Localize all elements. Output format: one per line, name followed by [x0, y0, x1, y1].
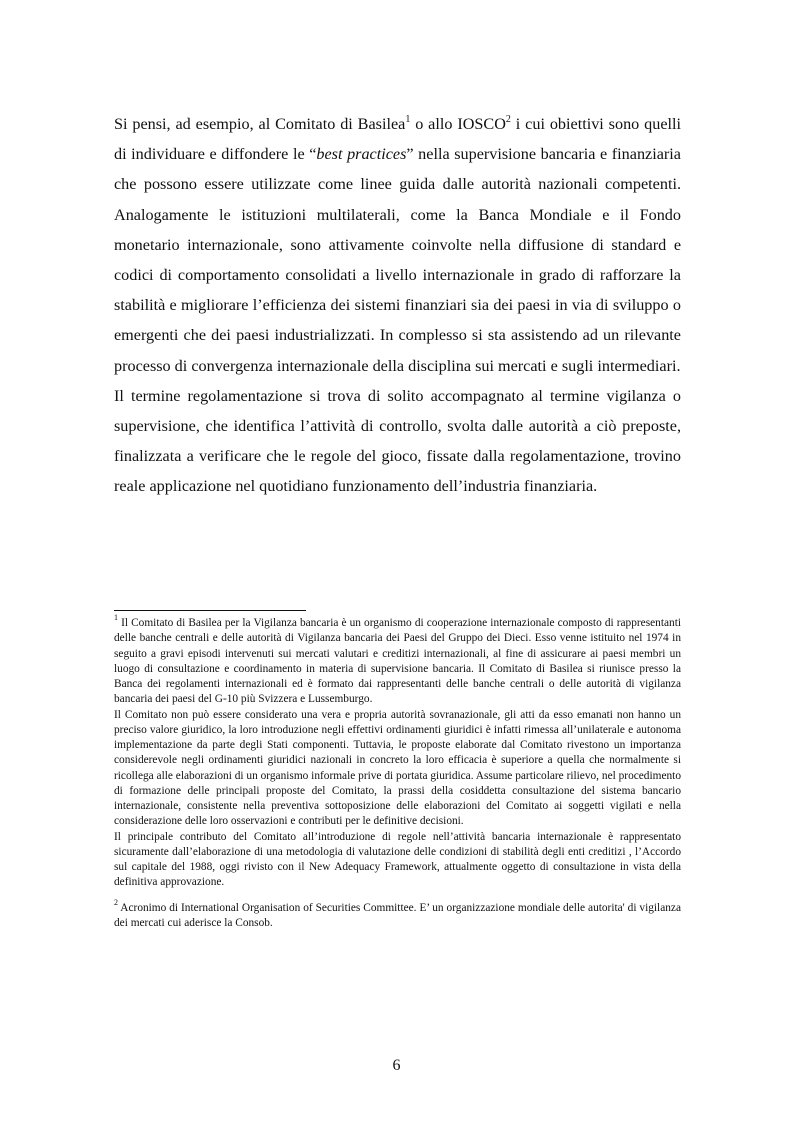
main-text	[114, 109, 681, 502]
italic-term: best practices	[316, 145, 407, 164]
footnote-separator	[114, 610, 306, 611]
paragraph-2: Il termine regolamentazione si trova di solito accompagnato al termine vigilanza o supervisione, che identifica l’attività di controllo, svolta dalle autorità a ciò preposte, finalizzata a verificare che le regole del gioco, fissate dalla regolamentazione, trovino reale applicazione nel quotidiano funzionamento dell’industria finanziaria.	[114, 386, 681, 496]
page-number: 6	[392, 1057, 401, 1074]
footnote-1-para-2: Il Comitato non può essere considerato una vera e propria autorità sovranazionale, gli atti da esso emanati non hanno un preciso valore giuridico, la loro introduzione negli effettivi ordinamenti giuridici è infatti rimessa all’unilaterale e autonoma implementazione da parte degli Stati componenti. Tuttavia, le proposte elaborate dal Comitato rivestono un importanza considerevole negli ordinamenti giuridici nazionali in concreto la loro efficacia è superiore a quella che normalmente si ricollega alle elaborazioni di un organismo informale prive di portata giuridica. Assume particolare rilievo, nel procedimento di formazione delle principali proposte del Comitato, la prassi della cosiddetta consultazione del sistema bancario internazionale, consistente nella preventiva sottoposizione delle elaborazioni del Comitato ai soggetti vigilati e nella considerazione delle loro osservazioni e contributi per le definitive decisioni.	[114, 708, 681, 828]
footnote-marker-1: 1	[114, 613, 118, 623]
footnote-2: $^2$ Acronimo di International Organisation of Securities Committee. E’ un organizzazione mondiale delle autorita' di vigilanza dei mercati cui aderisce la Consob.	[114, 897, 681, 929]
footnote-1: $^1$ Il Comitato di Basilea per la Vigilanza bancaria è un organismo di cooperazione internazionale composto di rappresentanti delle banche centrali e delle autorità di Vigilanza bancaria dei Paesi del Gruppo dei Dieci. Esso venne istituito nel 1974 in seguito a gravi episodi intervenuti sui mercati valutari e creditizi internazionali, al fine di assicurare ai paesi membri un luogo di consultazione e coordinamento in materia di supervisione bancaria. Il Comitato di Basilea si riunisce presso la Banca dei regolamenti internazionali ed è formato dai rappresentanti delle banche centrali o delle autorità di vigilanza bancaria dei paesi del G-10 più Svizzera e Lussemburgo.	[114, 613, 681, 706]
footnotes	[114, 613, 681, 931]
footnote-1-para-3: Il principale contributo del Comitato all’introduzione di regole nell’attività bancaria internazionale è rappresentato sicuramente dall’elaborazione di una metodologia di valutazione delle condizioni di stabilità degli enti creditizi , l’Accordo sul capitale del 1988, oggi rivisto con il New Adequacy Framework, attualmente oggetto di consultazione in vista della definitiva approvazione.	[114, 830, 681, 889]
footnote-ref-1[interactable]: 1	[405, 113, 411, 125]
footnote-ref-2[interactable]: 2	[505, 113, 511, 125]
paragraph-1: Si pensi, ad esempio, al Comitato di Basilea$^1$ o allo IOSCO$^2$ i cui obiettivi sono quelli di individuare e diffondere le “best practices” nella supervisione bancaria e finanziaria che possono essere utilizzate come linee guida dalle autorità nazionali competenti. Analogamente le istituzioni multilaterali, come la Banca Mondiale e il Fondo monetario internazionale, sono attivamente coinvolte nella diffusione di standard e codici di comportamento consolidati a livello internazionale in grado di rafforzare la stabilità e migliorare l’efficienza dei sistemi finanziari sia dei paesi in via di sviluppo o emergenti che dei paesi industrializzati. In complesso si sta assistendo ad un rilevante processo di convergenza internazionale della disciplina sui mercati e sugli intermediari.	[114, 113, 681, 375]
footnote-marker-2: 2	[114, 897, 118, 907]
